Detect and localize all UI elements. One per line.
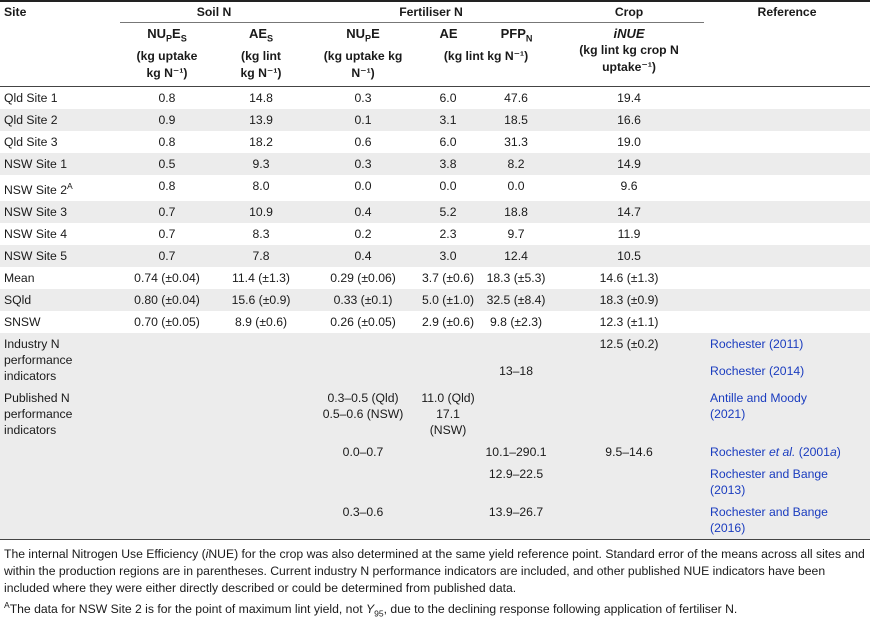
- value-cell-c1: 0.7: [120, 245, 214, 267]
- value-cell-c4: 3.7 (±0.6): [421, 270, 475, 285]
- site-cell: Qld Site 3: [4, 134, 58, 149]
- value-cell-c4: 3.1: [418, 109, 478, 131]
- header-nupe: $NU_PE$ (kg uptake kg N⁻¹): [323, 26, 403, 80]
- value-cell-c2: 7.8: [214, 245, 308, 267]
- site-cell: NSW Site 1: [0, 153, 120, 175]
- value-cell-c1: 0.7: [120, 201, 214, 223]
- site-cell: NSW Site 5: [0, 245, 120, 267]
- table-row: [0, 267, 870, 289]
- reference-cell: [704, 245, 870, 267]
- header-aes: $AE_S$ (kg lint kg N⁻¹): [240, 26, 282, 80]
- published-pfp-4: 13.9–26.7: [478, 501, 554, 540]
- value-cell-c6: 14.6 (±1.3): [599, 270, 659, 285]
- value-cell-c6: 11.9: [617, 226, 641, 241]
- value-cell-c6: 18.3 (±0.9): [554, 289, 704, 311]
- value-cell-c5: 18.5: [478, 109, 554, 131]
- value-cell-c3: 0.26 (±0.05): [330, 314, 396, 329]
- value-cell-c4: 3.0: [418, 245, 478, 267]
- value-cell-c2: 18.2: [249, 134, 273, 149]
- industry-pfp: 13–18: [478, 360, 554, 387]
- value-cell-c5: 8.2: [478, 153, 554, 175]
- value-cell-c5: 9.7: [507, 226, 525, 241]
- reference-cell: [704, 175, 870, 201]
- footnote-main: The internal Nitrogen Use Efficiency (iNUE) for the crop was also determined at the same yield reference point. Standard error of the means across all sites and within the production regions are in parentheses. Current industry N performance indicators are included, and other published NUE indicators have been included where they were either directly described or could be determined from published data.: [4, 546, 865, 595]
- table-row: [0, 153, 870, 175]
- header-soil-n: Soil N: [120, 1, 308, 23]
- published-nupe-4: 0.3–0.6: [308, 501, 418, 540]
- value-cell-c1: 0.8: [158, 134, 176, 149]
- table-row: [0, 201, 870, 223]
- value-cell-c5: 47.6: [504, 90, 528, 105]
- ref-rochester-bange-2013[interactable]: Rochester and Bange (2013): [704, 463, 870, 501]
- header-reference: Reference: [757, 5, 817, 19]
- value-cell-c2: 11.4 (±1.3): [232, 270, 290, 285]
- table-footnotes: [0, 540, 870, 623]
- header-ae: AE: [439, 26, 458, 41]
- value-cell-c2: 8.9 (±0.6): [234, 314, 288, 329]
- value-cell-c6: 9.6: [620, 178, 638, 193]
- value-cell-c1: 0.70 (±0.05): [134, 314, 200, 329]
- value-cell-c6: 16.6: [554, 109, 704, 131]
- table-row: [0, 387, 870, 441]
- value-cell-c3: 0.6: [354, 134, 372, 149]
- reference-cell: [704, 109, 870, 131]
- table-header: [0, 1, 870, 86]
- value-cell-c5: 12.4: [478, 245, 554, 267]
- value-cell-c3: 0.29 (±0.06): [330, 270, 396, 285]
- header-nupes: $NU_PE_S$ (kg uptake kg N⁻¹): [136, 26, 198, 80]
- value-cell-c3: 0.4: [308, 201, 418, 223]
- table-body: [0, 86, 870, 539]
- value-cell-c6: 10.5: [554, 245, 704, 267]
- value-cell-c5: 0.0: [507, 178, 525, 193]
- value-cell-c6: 19.0: [617, 134, 641, 149]
- site-cell: Qld Site 2: [0, 109, 120, 131]
- reference-cell: [704, 201, 870, 223]
- header-ae-pfp: AE $PFP_N$ (kg lint kg N⁻¹): [439, 26, 533, 63]
- value-cell-c5: 18.8: [478, 201, 554, 223]
- industry-label: Industry N performance indicators: [0, 333, 120, 387]
- site-cell: SQld: [0, 289, 120, 311]
- value-cell-c5: 32.5 (±8.4): [478, 289, 554, 311]
- table-row: [0, 333, 870, 360]
- value-cell-c4: 5.2: [418, 201, 478, 223]
- header-pfpn: $PFP_N$: [500, 26, 533, 44]
- published-ae-1: 11.0 (Qld) 17.1 (NSW): [418, 387, 478, 441]
- published-pfp-2: 10.1–290.1: [478, 441, 554, 463]
- site-cell: NSW Site $2^A$: [4, 180, 73, 197]
- value-cell-c6: 14.9: [554, 153, 704, 175]
- published-label: Published N performance indicators: [0, 387, 120, 441]
- site-cell: SNSW: [4, 314, 41, 329]
- site-cell: NSW Site 4: [4, 226, 67, 241]
- value-cell-c3: 0.0: [354, 178, 372, 193]
- reference-cell: [704, 86, 870, 109]
- value-cell-c6: 19.4: [617, 90, 641, 105]
- table-row: [0, 175, 870, 201]
- table-row: [0, 289, 870, 311]
- value-cell-c2: 9.3: [214, 153, 308, 175]
- table-row: [0, 86, 870, 109]
- value-cell-c4: 6.0: [439, 90, 457, 105]
- ref-rochester-2001a[interactable]: Rochester et al. (2001a): [704, 441, 870, 463]
- value-cell-c6: 14.7: [554, 201, 704, 223]
- value-cell-c3: 0.3: [354, 90, 372, 105]
- ref-rochester-2014[interactable]: Rochester (2014): [704, 360, 870, 387]
- header-site-blank: [0, 23, 120, 87]
- reference-cell: [704, 223, 870, 245]
- industry-inue: 12.5 (±0.2): [554, 333, 704, 360]
- reference-cell: [704, 267, 870, 289]
- header-crop: Crop: [554, 1, 704, 23]
- value-cell-c4: 6.0: [439, 134, 457, 149]
- published-nupe-2: 0.0–0.7: [308, 441, 418, 463]
- table-row: [0, 223, 870, 245]
- value-cell-c5: 18.3 (±5.3): [486, 270, 546, 285]
- value-cell-c1: 0.9: [120, 109, 214, 131]
- reference-cell: [704, 311, 870, 333]
- site-cell: NSW Site 3: [0, 201, 120, 223]
- site-cell: Mean: [4, 270, 35, 285]
- value-cell-c5: 31.3: [504, 134, 528, 149]
- value-cell-c3: 0.4: [308, 245, 418, 267]
- table-row: [0, 131, 870, 153]
- ref-rochester-bange-2016[interactable]: Rochester and Bange (2016): [704, 501, 870, 540]
- published-pfp-3: 12.9–22.5: [478, 463, 554, 501]
- value-cell-c1: 0.5: [120, 153, 214, 175]
- value-cell-c1: 0.7: [158, 226, 176, 241]
- header-site: Site: [4, 5, 27, 19]
- value-cell-c2: 10.9: [214, 201, 308, 223]
- value-cell-c4: 0.0: [439, 178, 457, 193]
- value-cell-c2: 15.6 (±0.9): [214, 289, 308, 311]
- value-cell-c3: 0.33 (±0.1): [308, 289, 418, 311]
- value-cell-c5: 9.8 (±2.3): [489, 314, 543, 329]
- published-nupe-1: 0.3–0.5 (Qld) 0.5–0.6 (NSW): [308, 387, 418, 441]
- value-cell-c1: 0.8: [158, 178, 176, 193]
- reference-cell: [704, 289, 870, 311]
- value-cell-c3: 0.3: [308, 153, 418, 175]
- table-row: [0, 360, 870, 387]
- header-reference-blank: [704, 23, 870, 87]
- published-inue-2: 9.5–14.6: [554, 441, 704, 463]
- table-row: [0, 501, 870, 540]
- ref-antille-moody-2021[interactable]: Antille and Moody (2021): [704, 387, 870, 441]
- header-fertiliser-n: Fertiliser N: [308, 1, 554, 23]
- value-cell-c3: 0.2: [354, 226, 372, 241]
- value-cell-c2: 13.9: [214, 109, 308, 131]
- site-cell: Qld Site 1: [4, 90, 58, 105]
- value-cell-c2: 8.0: [252, 178, 270, 193]
- value-cell-c4: 2.9 (±0.6): [421, 314, 475, 329]
- value-cell-c2: 8.3: [252, 226, 270, 241]
- value-cell-c4: 3.8: [418, 153, 478, 175]
- value-cell-c4: 2.3: [439, 226, 457, 241]
- reference-cell: [704, 131, 870, 153]
- table-row: [0, 441, 870, 463]
- value-cell-c1: 0.8: [158, 90, 176, 105]
- table-row: [0, 463, 870, 501]
- footnote-a: $^A$The data for NSW Site 2 is for the point of maximum lint yield, not $Y_{95}$, due to the declining response following application of fertiliser N.: [4, 599, 738, 619]
- value-cell-c6: 12.3 (±1.1): [599, 314, 659, 329]
- reference-cell: [704, 153, 870, 175]
- value-cell-c4: 5.0 (±1.0): [418, 289, 478, 311]
- value-cell-c1: 0.80 (±0.04): [120, 289, 214, 311]
- table-row: [0, 245, 870, 267]
- value-cell-c1: 0.74 (±0.04): [134, 270, 200, 285]
- table-row: [0, 311, 870, 333]
- value-cell-c2: 14.8: [249, 90, 273, 105]
- ref-rochester-2011[interactable]: Rochester (2011): [704, 333, 870, 360]
- header-inue: iNUE (kg lint kg crop N uptake⁻¹): [579, 26, 679, 74]
- value-cell-c3: 0.1: [308, 109, 418, 131]
- table-row: [0, 109, 870, 131]
